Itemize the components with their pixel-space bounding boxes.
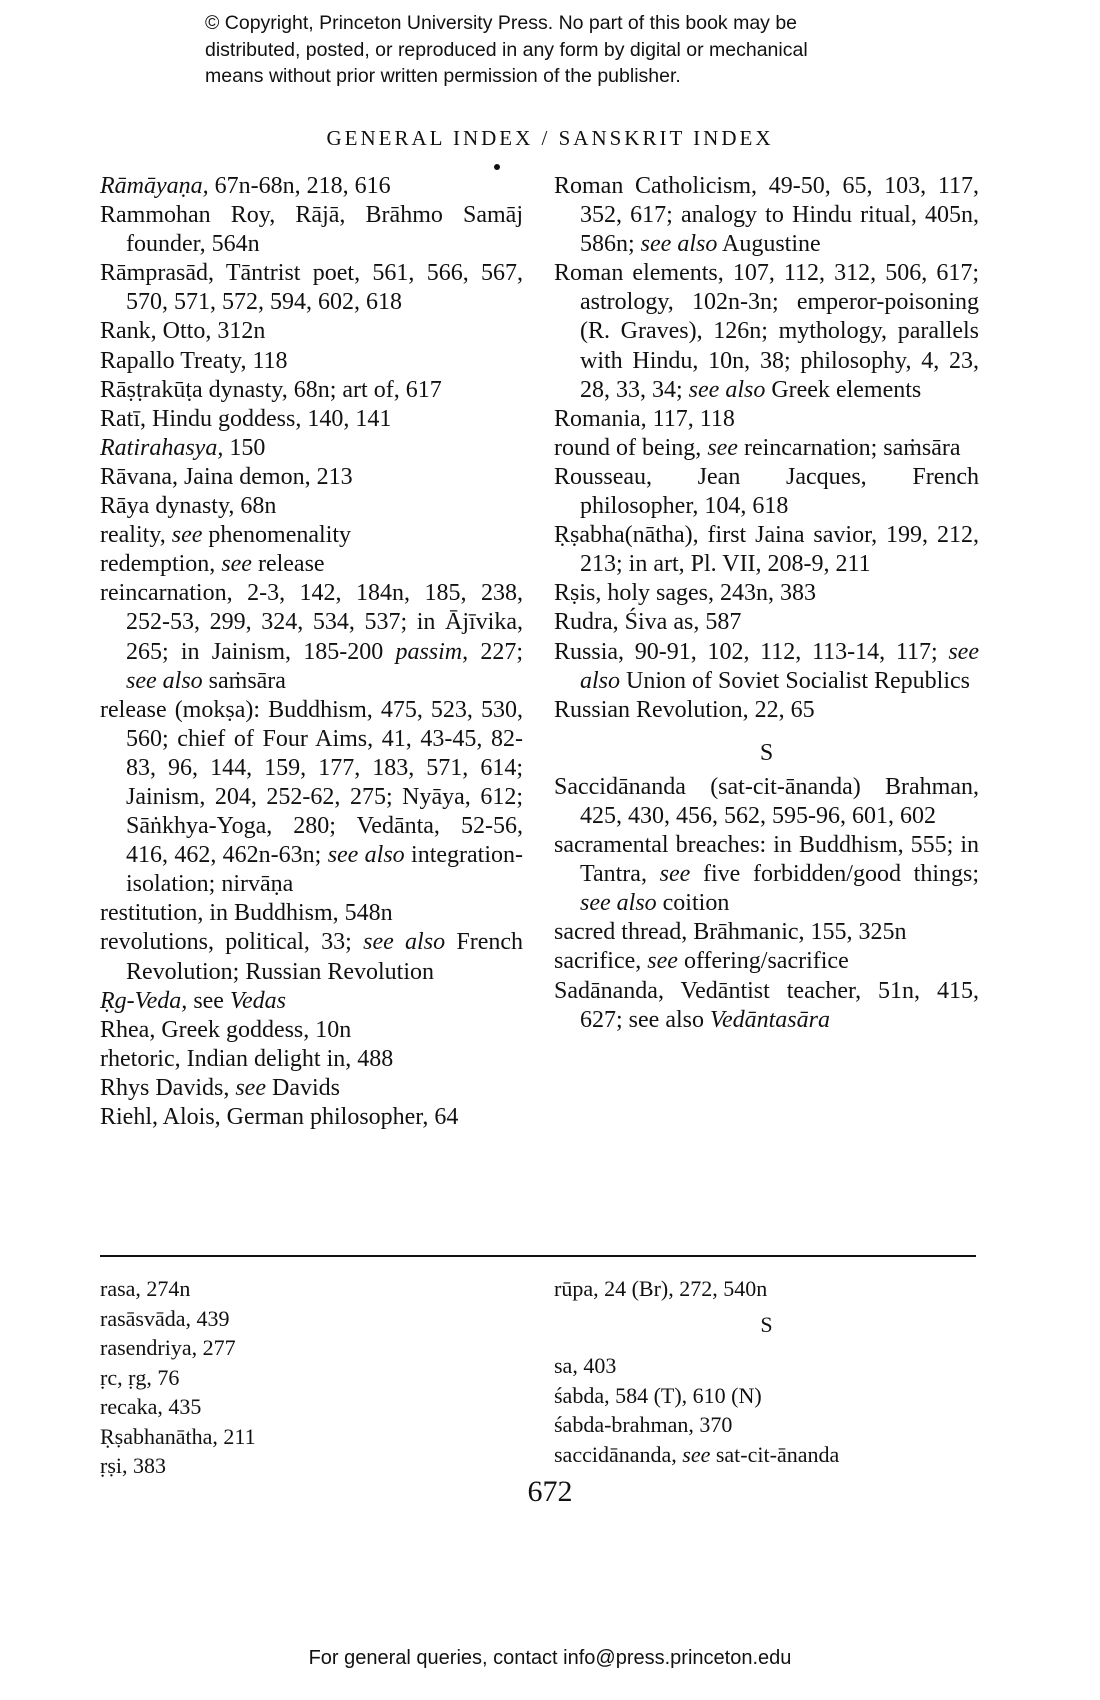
index-entry: rasa, 274n: [100, 1276, 191, 1301]
index-entry: Rhea, Greek goddess, 10n: [100, 1016, 352, 1043]
index-entry: Rāmprasād, Tāntrist poet, 561, 566, 567, 570, 571, 572, 594, 602, 618: [100, 260, 523, 316]
section-letter: S: [759, 739, 774, 766]
index-entry: Rāmāyaṇa, 67n-68n, 218, 616: [100, 173, 391, 199]
copyright-notice: [205, 10, 925, 90]
index-entry: Russia, 90-91, 102, 112, 113-14, 117; see also Union of Soviet Socialist Republics: [554, 638, 979, 694]
index-entry: Ratī, Hindu goddess, 140, 141: [100, 405, 392, 432]
index-entry: Ṛg-Veda, see Vedas: [100, 987, 286, 1014]
general-index-right-column: [554, 172, 979, 1035]
index-entry: ṛc, ṛg, 76: [100, 1364, 180, 1390]
section-divider: [100, 1255, 976, 1257]
sanskrit-index-right-column: [554, 1274, 979, 1469]
index-entry: rūpa, 24 (Br), 272, 540n: [554, 1276, 768, 1301]
index-entry: restitution, in Buddhism, 548n: [100, 900, 393, 927]
index-entry: Roman Catholicism, 49-50, 65, 103, 117, 352, 617; analogy to Hindu ritual, 405n, 586n; see also Augustine: [554, 173, 979, 258]
index-entry: Rṣis, holy sages, 243n, 383: [554, 580, 817, 607]
index-entry: sacrifice, see offering/sacrifice: [554, 948, 849, 975]
index-entry: rasāsvāda, 439: [100, 1305, 230, 1331]
index-entry: Ṛṣabha(nātha), first Jaina savior, 199, 212, 213; in art, Pl. VII, 208-9, 211: [554, 522, 979, 578]
index-entry: Saccidānanda (sat-cit-ānanda) Brahman, 425, 430, 456, 562, 595-96, 601, 602: [554, 773, 979, 829]
index-entry: Rāṣṭrakūṭa dynasty, 68n; art of, 617: [100, 376, 442, 403]
index-entry: ṛṣi, 383: [100, 1453, 166, 1478]
section-letter: S: [760, 1311, 773, 1337]
ornament-dot: [494, 164, 500, 170]
general-index-left-column: [100, 172, 523, 1132]
index-entry: Rudra, Śiva as, 587: [554, 609, 742, 636]
index-entry: Rhys Davids, see Davids: [100, 1074, 340, 1101]
index-entry: Rammohan Roy, Rājā, Brāhmo Samāj founder, 564n: [100, 202, 523, 258]
index-entry: round of being, see reincarnation; saṁsāra: [554, 434, 961, 461]
index-entry: saccidānanda, see sat-cit-ānanda: [554, 1441, 840, 1467]
index-entry: Rāvana, Jaina demon, 213: [100, 463, 353, 490]
index-entry: rasendriya, 277: [100, 1335, 236, 1360]
copyright-line: distributed, posted, or reproduced in any form by digital or mechanical: [205, 38, 808, 61]
index-entry: sacred thread, Brāhmanic, 155, 325n: [554, 919, 907, 946]
index-entry: reincarnation, 2-3, 142, 184n, 185, 238, 252-53, 299, 324, 534, 537; in Ājīvika, 265; in Jainism, 185-200 passim, 227; see also saṁsāra: [100, 580, 524, 694]
index-entry: śabda-brahman, 370: [554, 1412, 733, 1437]
index-entry: recaka, 435: [100, 1394, 202, 1419]
index-entry: revolutions, political, 33; see also French Revolution; Russian Revolution: [100, 929, 523, 985]
page-number: 672: [527, 1475, 573, 1508]
index-entry: Ratirahasya, 150: [100, 434, 266, 461]
copyright-line: means without prior written permission of the publisher.: [205, 65, 681, 87]
running-head: GENERAL INDEX / SANSKRIT INDEX: [326, 126, 774, 150]
sanskrit-index-left-column: [100, 1274, 520, 1481]
index-entry: Rousseau, Jean Jacques, French philosopher, 104, 618: [554, 463, 979, 520]
index-entry: Ṛṣabhanātha, 211: [100, 1423, 256, 1449]
index-entry: release (mokṣa): Buddhism, 475, 523, 530, 560; chief of Four Aims, 41, 43-45, 82-83, 96, 144, 159, 177, 183, 571, 614; Jainism, 204, 252-62, 275; Nyāya, 612; Sāṅkhya-Yoga, 280; Vedānta, 52-56, 416, 462, 462n-63n; see also integration-isolation; nirvāṇa: [100, 696, 523, 898]
index-entry: reality, see phenomenality: [100, 522, 352, 549]
copyright-line: © Copyright, Princeton University Press. No part of this book may be: [205, 12, 798, 34]
index-entry: Riehl, Alois, German philosopher, 64: [100, 1104, 459, 1130]
index-entry: Roman elements, 107, 112, 312, 506, 617; astrology, 102n-3n; emperor-poisoning (R. Graves), 126n; mythology, parallels with Hindu, 10n, 38; philosophy, 4, 23, 28, 33, 34; see also Greek elements: [554, 260, 979, 403]
index-entry: rhetoric, Indian delight in, 488: [100, 1045, 394, 1072]
footer-contact: For general queries, contact info@press.princeton.edu: [308, 1647, 792, 1669]
index-entry: Sadānanda, Vedāntist teacher, 51n, 415, 627; see also Vedāntasāra: [554, 977, 979, 1033]
index-entry: Rāya dynasty, 68n: [100, 493, 277, 520]
index-entry: Rapallo Treaty, 118: [100, 347, 288, 374]
index-entry: sa, 403: [554, 1353, 617, 1378]
index-entry: Rank, Otto, 312n: [100, 318, 266, 345]
index-entry: Romania, 117, 118: [554, 405, 735, 432]
index-entry: redemption, see release: [100, 551, 325, 578]
index-entry: sacramental breaches: in Buddhism, 555; in Tantra, see five forbidden/good things; see also coition: [554, 832, 979, 917]
index-entry: Russian Revolution, 22, 65: [554, 696, 815, 723]
index-entry: śabda, 584 (T), 610 (N): [554, 1382, 762, 1408]
